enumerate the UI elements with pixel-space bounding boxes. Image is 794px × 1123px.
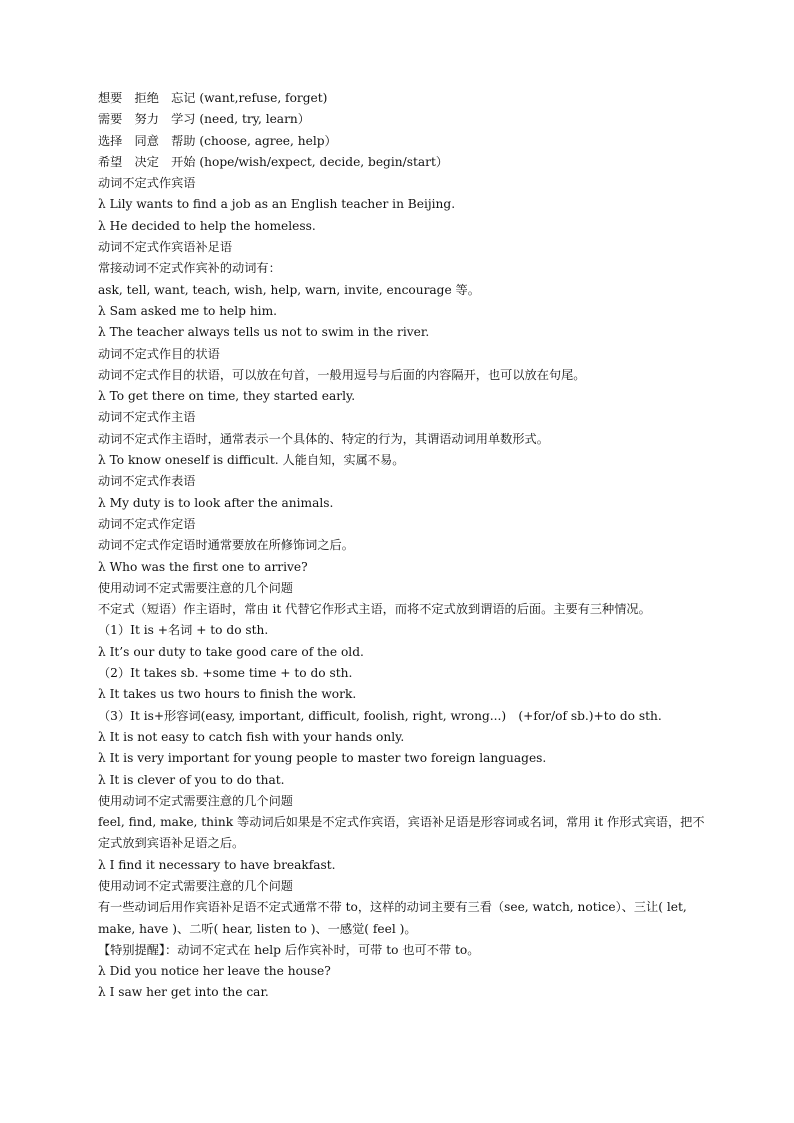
example-line: （3）It is+形容词(easy, important, difficult, foolish, right, wrong...) (+for/of sb.)+to do sth.: [98, 708, 662, 723]
note-line: 动词不定式作主语: [98, 410, 196, 425]
note-line: 动词不定式作宾语: [98, 176, 196, 191]
example-line: λ Who was the first one to arrive?: [98, 559, 308, 574]
paragraph: feel, find, make, think 等动词后如果是不定式作宾语，宾语补足语是形容词或名词，常用 it 作形式宾语，把不定式放到宾语补足语之后。: [98, 815, 705, 851]
example-line: λ Sam asked me to help him.: [98, 303, 278, 318]
example-line: （1）It is +名词 + to do sth.: [98, 623, 269, 638]
example-line: λ To know oneself is difficult. 人能自知，实属不易。: [98, 453, 405, 468]
example-line: λ My duty is to look after the animals.: [98, 495, 334, 510]
example-line: λ The teacher always tells us not to swim in the river.: [98, 325, 430, 340]
note-line: 动词不定式作定语: [98, 516, 196, 531]
note-line: 选择 同意 帮助 (choose, agree, help）: [98, 133, 337, 148]
note-line: 动词不定式作主语时，通常表示一个具体的、特定的行为，其谓语动词用单数形式。: [98, 431, 549, 446]
example-line: λ Lily wants to find a job as an English teacher in Beijing.: [98, 197, 456, 212]
example-line: λ To get there on time, they started early.: [98, 389, 356, 404]
example-line: ask, tell, want, teach, wish, help, warn, invite, encourage 等。: [98, 282, 480, 297]
note-line: 【特别提醒】：动词不定式在 help 后作宾补时，可带 to 也可不带 to。: [98, 942, 480, 957]
example-line: λ I find it necessary to have breakfast.: [98, 857, 336, 872]
note-line: 使用动词不定式需要注意的几个问题: [98, 793, 293, 808]
example-line: （2）It takes sb. +some time + to do sth.: [98, 666, 353, 681]
note-line: 需要 努力 学习 (need, try, learn）: [98, 112, 310, 127]
example-line: λ I saw her get into the car.: [98, 985, 269, 1000]
example-line: λ It takes us two hours to finish the work.: [98, 687, 357, 702]
note-line: 动词不定式作目的状语: [98, 346, 220, 361]
document-body: [98, 88, 708, 1004]
example-line: λ It is clever of you to do that.: [98, 772, 285, 787]
paragraph: 有一些动词后用作宾语补足语不定式通常不带 to，这样的动词主要有三看（see, watch, notice）、三让( let, make, have )、二听( hear, listen to )、一感觉( feel )。: [98, 900, 687, 936]
example-line: λ It is not easy to catch fish with your hands only.: [98, 729, 405, 744]
note-line: 动词不定式作定语时通常要放在所修饰词之后。: [98, 538, 354, 553]
example-line: λ It’s our duty to take good care of the old.: [98, 644, 364, 659]
note-line: 常接动词不定式作宾补的动词有：: [98, 261, 281, 276]
note-line: 想要 拒绝 忘记 (want,refuse, forget): [98, 91, 328, 105]
note-line: 动词不定式作表语: [98, 474, 196, 489]
example-line: λ He decided to help the homeless.: [98, 218, 316, 233]
example-line: λ Did you notice her leave the house?: [98, 964, 331, 979]
note-line: 动词不定式作目的状语，可以放在句首，一般用逗号与后面的内容隔开，也可以放在句尾。: [98, 367, 586, 382]
note-line: 使用动词不定式需要注意的几个问题: [98, 878, 293, 893]
paragraph: 不定式（短语）作主语时，常由 it 代替它作形式主语，而将不定式放到谓语的后面。主要有三种情况。: [98, 602, 651, 617]
note-line: 使用动词不定式需要注意的几个问题: [98, 580, 293, 595]
note-line: 动词不定式作宾语补足语: [98, 240, 233, 255]
example-line: λ It is very important for young people to master two foreign languages.: [98, 751, 547, 766]
note-line: 希望 决定 开始 (hope/wish/expect, decide, begin/start）: [98, 154, 449, 169]
